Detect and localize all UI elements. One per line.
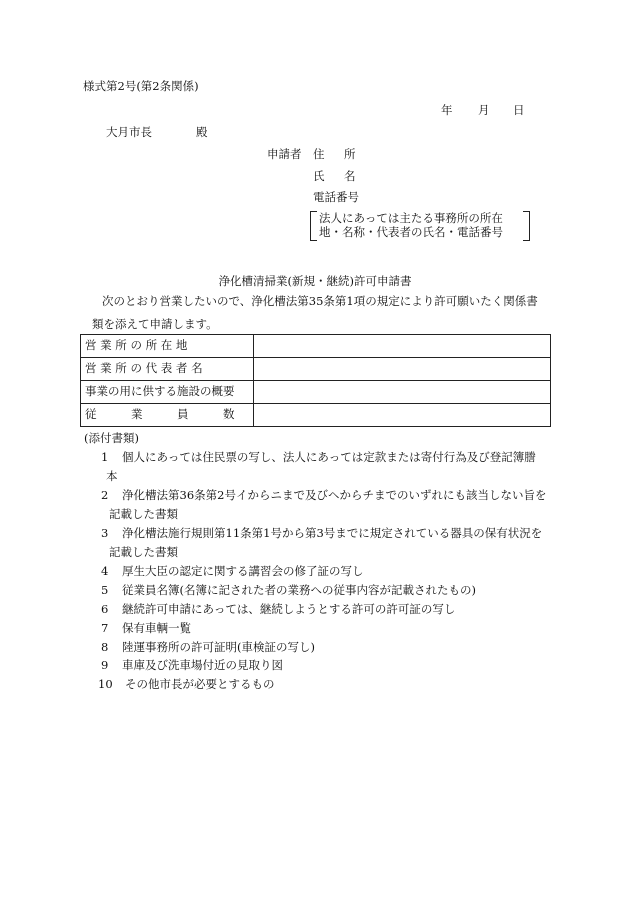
item-number: 10 xyxy=(98,677,113,691)
item-text: 個人にあっては住民票の写し、法人にあっては定款または寄付行為及び登記簿謄 xyxy=(122,450,536,464)
item-continuation: 記載した書類 xyxy=(109,545,178,559)
table-row xyxy=(81,404,551,427)
note-line-2: 地・名称・代表者の氏名・電話番号 xyxy=(319,225,503,239)
honorific: 殿 xyxy=(196,125,208,139)
item-text: 車庫及び洗車場付近の見取り図 xyxy=(122,658,283,672)
item-number: 7 xyxy=(101,621,109,635)
item-text: 厚生大臣の認定に関する講習会の修了証の写し xyxy=(122,564,364,578)
item-text: その他市長が必要とするもの xyxy=(125,677,275,691)
row-label: 営 業 所 の 代 表 者 名 xyxy=(81,358,254,381)
item-number: 9 xyxy=(101,658,109,672)
item-number: 3 xyxy=(101,526,109,540)
item-number: 2 xyxy=(101,488,109,502)
item-continuation: 記載した書類 xyxy=(109,507,178,521)
document-title: 浄化槽清掃業(新規・継続)許可申請書 xyxy=(218,274,412,288)
name-label-a: 氏 xyxy=(313,169,325,183)
intro-line-2: 類を添えて申請します。 xyxy=(92,317,218,331)
item-text: 保有車輌一覧 xyxy=(122,621,191,635)
item-number: 8 xyxy=(101,640,109,654)
table-row xyxy=(81,335,551,358)
applicant-label: 申請者 xyxy=(267,147,302,161)
address-label-b: 所 xyxy=(344,147,356,161)
applicant-name-field xyxy=(313,169,356,184)
row-value xyxy=(254,335,551,358)
row-label: 営 業 所 の 所 在 地 xyxy=(81,335,254,358)
date-year-label: 年 xyxy=(441,103,453,117)
item-number: 5 xyxy=(101,583,109,597)
row-value xyxy=(254,358,551,381)
item-text: 浄化槽法施行規則第11条第1号から第3号までに規定されている器具の保有状況を xyxy=(122,526,543,540)
item-text: 浄化槽法第36条第2号イからニまで及びヘからチまでのいずれにも該当しない旨を xyxy=(122,488,547,502)
item-number: 1 xyxy=(101,450,109,464)
row-value xyxy=(254,381,551,404)
row-label: 従 業 員 数 xyxy=(81,404,254,427)
applicant-address-field xyxy=(313,147,356,162)
item-text: 従業員名簿(名簿に記された者の業務への従事内容が記載されたもの) xyxy=(122,583,476,597)
item-text: 継続許可申請にあっては、継続しようとする許可の許可証の写し xyxy=(122,602,456,616)
item-text: 陸運事務所の許可証明(車検証の写し) xyxy=(122,640,315,654)
item-number: 6 xyxy=(101,602,109,616)
addressee-name: 大月市長 xyxy=(106,125,152,139)
item-continuation: 本 xyxy=(106,469,118,483)
applicant-phone-label: 電話番号 xyxy=(313,190,359,204)
note-bracket-right xyxy=(523,211,530,241)
attachments-heading: (添付書類) xyxy=(84,431,139,445)
address-label-a: 住 xyxy=(313,147,325,161)
item-number: 4 xyxy=(101,564,109,578)
addressee xyxy=(106,125,208,140)
row-value xyxy=(254,404,551,427)
intro-line-1: 次のとおり営業したいので、浄化槽法第35条第1項の規定により許可願いたく関係書 xyxy=(102,294,538,308)
table-row xyxy=(81,381,551,404)
note-bracket-left xyxy=(310,211,317,241)
date-day-label: 日 xyxy=(513,103,525,117)
note-line-1: 法人にあっては主たる事務所の所在 xyxy=(319,211,503,225)
table-row xyxy=(81,358,551,381)
date-month-label: 月 xyxy=(478,103,490,117)
row-label: 事業の用に供する施設の概要 xyxy=(81,381,254,404)
form-number: 様式第2号(第2条関係) xyxy=(83,79,199,93)
corporate-note xyxy=(310,211,530,241)
application-table xyxy=(80,334,551,427)
name-label-b: 名 xyxy=(344,169,356,183)
